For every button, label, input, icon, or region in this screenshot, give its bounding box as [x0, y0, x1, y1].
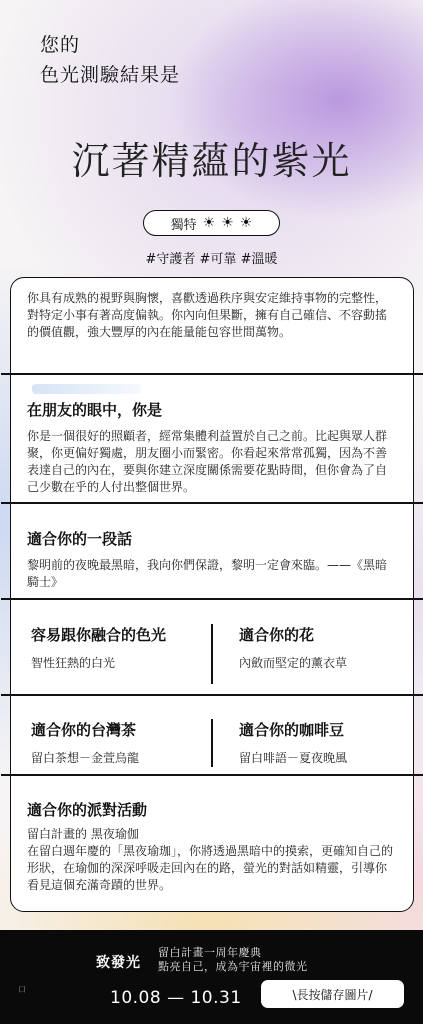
intro-section [11, 290, 413, 341]
tea-section [31, 719, 211, 766]
sun-icon: ☀ [221, 215, 234, 231]
coffee-value: 留白啡語－夏夜晚風 [239, 751, 348, 765]
party-subtitle: 留白計畫的 黑夜瑜伽 [27, 827, 139, 841]
quote-section [11, 528, 413, 591]
quote-title: 適合你的一段話 [27, 530, 133, 548]
personality-tags: #守護者 #可靠 #溫暖 [145, 252, 278, 267]
sun-icon: ☀ [239, 215, 253, 231]
heading-line-1: 您的 [40, 34, 81, 56]
intro-text: 你具有成熟的視野與胸懷，喜歡透過秩序與安定維持事物的完整性，對特定小事有著高度偏執。你內向但果斷，擁有自己確信、不容動搖的價值觀，強大豐厚的內在能量能包容世間萬物。 [27, 291, 388, 339]
blend-color-section [31, 624, 211, 671]
heading-line-2: 色光測驗結果是 [40, 64, 181, 86]
trait-label: 獨特 [170, 217, 197, 233]
footer-bar [0, 930, 423, 1024]
divider [1, 774, 423, 776]
coffee-title: 適合你的咖啡豆 [239, 721, 345, 739]
quote-text: 黎明前的夜晚最黑暗，我向你們保證，黎明一定會來臨。——《黑暗騎士》 [27, 558, 388, 589]
trait-badge [143, 210, 280, 236]
sun-icon: ☀ [202, 215, 216, 231]
footer-mark: 口 [18, 985, 26, 994]
save-image-button[interactable]: \長按儲存圖片/ [261, 980, 404, 1008]
result-title: 沉著精蘊的紫光 [71, 139, 352, 183]
friends-text: 你是一個很好的照顧者，經常集體利益置於自己之前。比起與眾人群聚，你更偏好獨處，朋友圈小而緊密。你看起來常常孤獨，因為不善表達自己的內在，要與你建立深度關係需要花點時間，但你會為了自己少數在乎的人付出整個世界。 [27, 429, 388, 494]
event-slogan [158, 946, 308, 974]
blurred-highlight [32, 384, 142, 394]
party-title: 適合你的派對活動 [27, 801, 148, 819]
tea-value: 留白茶想－金萱烏龍 [31, 751, 140, 765]
flower-value: 內斂而堅定的薰衣草 [239, 656, 348, 670]
flower-section [239, 624, 419, 671]
friends-title: 在朋友的眼中，你是 [27, 401, 163, 419]
divider [1, 502, 423, 504]
divider [1, 694, 423, 696]
slogan-line-1: 留白計畫一周年慶典 [158, 946, 262, 959]
party-text: 在留白週年慶的「黑夜瑜珈」，你將透過黑暗中的摸索，更確知自己的形狀，在瑜伽的深深呼吸走回內在的路，螢光的對話如精靈，引導你看見這個充滿奇蹟的世界。 [27, 844, 394, 892]
friends-section [11, 399, 413, 496]
event-dates: 10.08 — 10.31 [110, 988, 242, 1008]
slogan-line-2: 點亮自己，成為宇宙裡的微光 [158, 960, 308, 973]
brand-name: 致發光 [96, 955, 141, 971]
blend-color-title: 容易跟你融合的色光 [31, 626, 167, 644]
blend-color-value: 智性狂熱的白光 [31, 656, 116, 670]
flower-title: 適合你的花 [239, 626, 315, 644]
result-card [10, 277, 414, 912]
party-section [11, 799, 413, 894]
vertical-divider [211, 719, 213, 767]
tea-title: 適合你的台灣茶 [31, 721, 137, 739]
divider [1, 373, 423, 375]
result-heading [40, 30, 180, 90]
vertical-divider [211, 624, 213, 684]
coffee-section [239, 719, 419, 766]
divider [1, 598, 423, 600]
